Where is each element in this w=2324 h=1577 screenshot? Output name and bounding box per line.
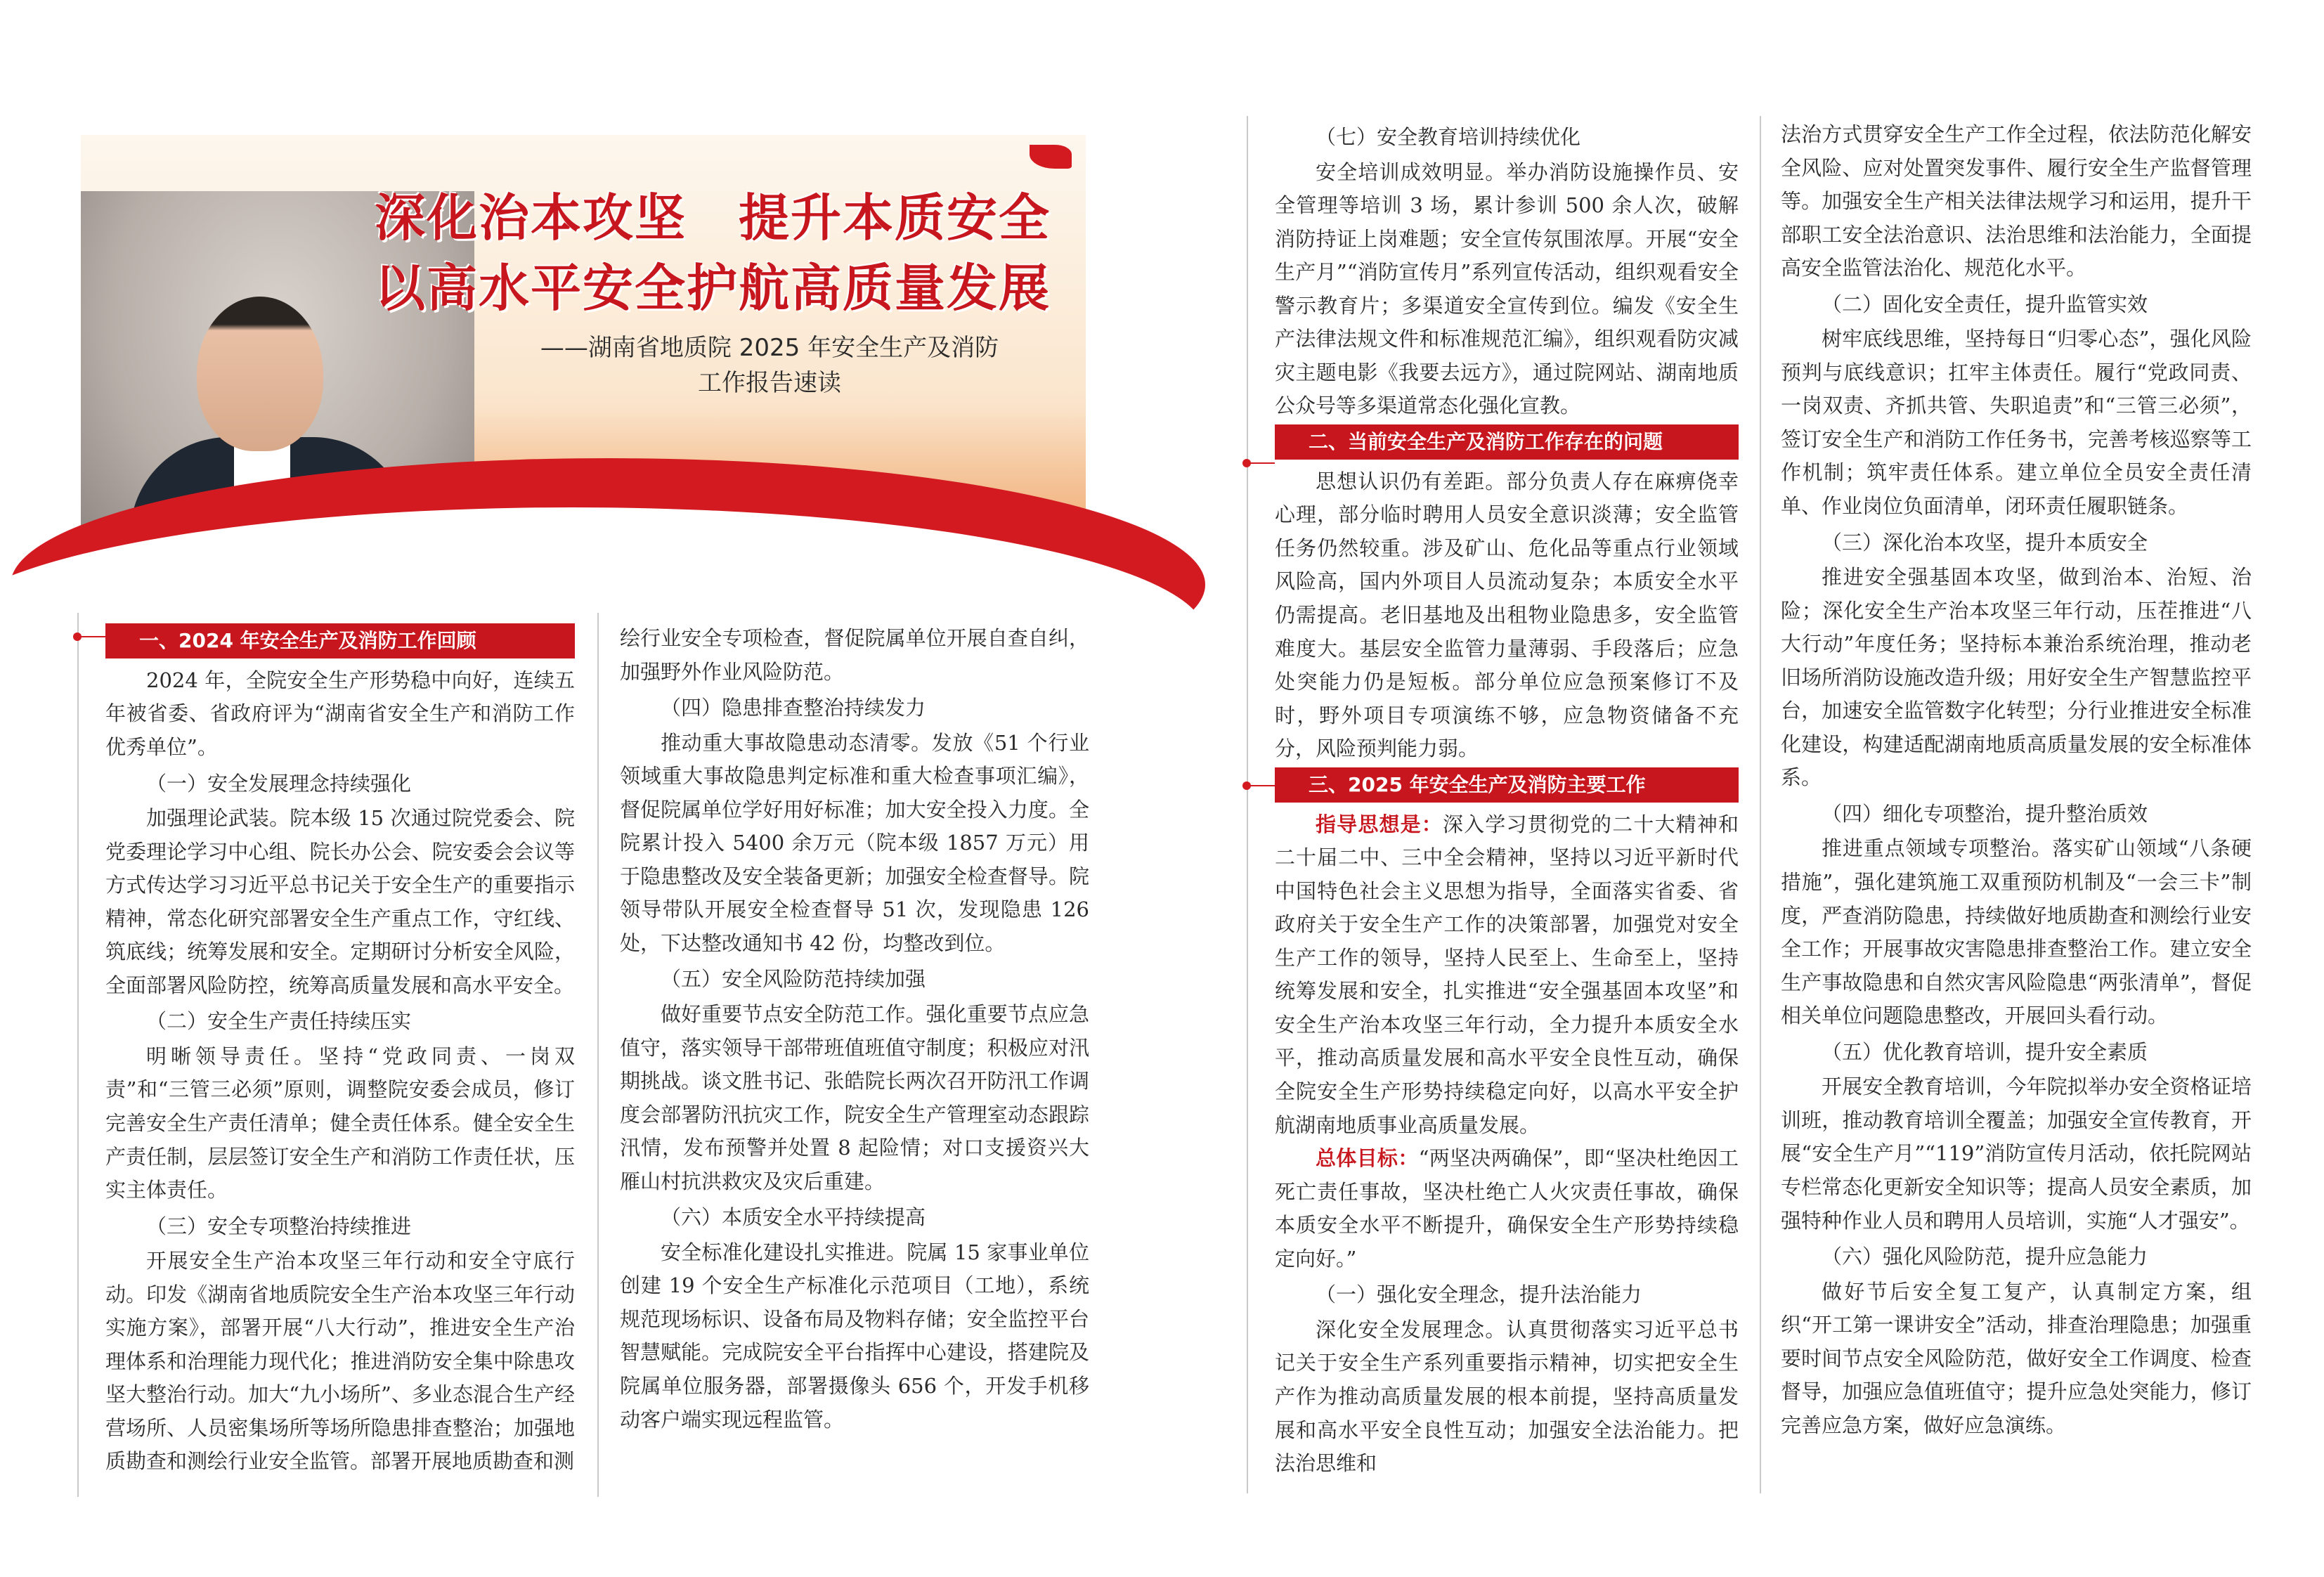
paragraph: 做好重要节点安全防范工作。强化重要节点应急值守，落实领导干部带班值班值守制度；积极应对汛期挑战。谈文胜书记、张皓院长两次召开防汛工作调度会部署防汛抗灾工作，院安全生产管理室动态跟踪汛情，发布预警并处置 8 起险情；对口支援资兴大雁山村抗洪救灾及灾后重建。 (620, 1002, 1089, 1193)
paragraph: 开展安全生产治本攻坚三年行动和安全守底行动。印发《湖南省地质院安全生产治本攻坚三年行动实施方案》，部署开展“八大行动”，推进安全生产治理体系和治理能力现代化；推进消防安全集中除患攻坚大整治行动。加大“九小场所”、多业态混合生产经营场所、人员密集场所等场所隐患排查整治；加强地质勘查和测绘行业安全监管。部署开展地质勘查和测 (105, 1249, 575, 1474)
subheading: （三）深化治本攻坚，提升本质安全 (1822, 530, 2148, 554)
paragraph: 推进安全强基固本攻坚，做到治本、治短、治险；深化安全生产治本攻坚三年行动，压茬推进“八大行动”年度任务；坚持标本兼治系统治理，推动老旧场所消防设施改造升级；用好安全生产智慧监控平台，加速安全监管数字化转型；分行业推进安全标准化建设，构建适配湖南地质高质量发展的安全标准体系。 (1781, 565, 2252, 790)
section-marker-dot (1242, 781, 1251, 790)
right-page (1162, 0, 2324, 1577)
section-marker-line (77, 636, 105, 637)
paragraph-text: “两坚决两确保”，即“坚决杜绝因工死亡责任事故，坚决杜绝亡人火灾责任事故，确保本质安全水平不断提升，确保安全生产形势持续稳定向好。” (1275, 1146, 1739, 1271)
subheading: （三）安全专项整治持续推进 (146, 1214, 412, 1238)
paragraph: 开展安全教育培训，今年院拟举办安全资格证培训班，推动教育培训全覆盖；加强安全宣传教育，开展“安全生产月”“119”消防宣传月活动，依托院网站专栏常态化更新安全知识等；提高人员安全素质，加强特种作业人员和聘用人员培训，实施“人才强安”。 (1781, 1075, 2252, 1233)
paragraph: 加强理论武装。院本级 15 次通过院党委会、院党委理论学习中心组、院长办公会、院安委会会议等方式传达学习习近平总书记关于安全生产的重要指示精神，常态化研究部署安全生产重点工作，守红线、筑底线；统筹发展和安全。定期研讨分析安全风险，全面部署风险防控，统筹高质量发展和高水平安全。 (105, 806, 575, 997)
banner-title-line1: 深化治本攻坚 提升本质安全 (374, 188, 1051, 247)
subheading: （六）强化风险防范，提升应急能力 (1822, 1245, 2148, 1269)
speaker-head (197, 297, 323, 451)
subheading: （一）安全发展理念持续强化 (146, 771, 412, 796)
lead-label: 指导思想是： (1316, 812, 1443, 836)
column-3 (1275, 118, 1739, 1481)
column-rule-middle (597, 613, 599, 1497)
subheading: （五）安全风险防范持续加强 (661, 967, 926, 992)
column-4 (1781, 118, 2252, 1442)
banner-subtitle-line1: ——湖南省地质院 2025 年安全生产及消防 (540, 334, 999, 362)
column-rule-right-outer (1247, 116, 1248, 1493)
paragraph: 安全标准化建设扎实推进。院属 15 家事业单位创建 19 个安全生产标准化示范项目（工地），系统规范现场标识、设备布局及物料存储；安全监控平台智慧赋能。完成院安全平台指挥中心建设，搭建院及院属单位服务器，部署摄像头 656 个，开发手机移动客户端实现远程监管。 (620, 1240, 1089, 1432)
column-1 (105, 622, 575, 1479)
header-banner (81, 135, 1086, 550)
banner-subtitle-line2: 工作报告速读 (698, 369, 841, 397)
paragraph: 法治方式贯穿安全生产工作全过程，依法防范化解安全风险、应对处置突发事件、履行安全生产监督管理等。加强安全生产相关法律法规学习和运用，提升干部职工安全法治意识、法治思维和法治能力，全面提高安全监管法治化、规范化水平。 (1781, 122, 2252, 280)
banner-title-line2: 以高水平安全护航高质量发展 (374, 259, 1051, 318)
subheading: （二）固化安全责任，提升监管实效 (1822, 292, 2148, 316)
subheading: （七）安全教育培训持续优化 (1316, 125, 1581, 149)
paragraph: 安全培训成效明显。举办消防设施操作员、安全管理等培训 3 场，累计参训 500 余人次，破解消防持证上岗难题；安全宣传氛围浓厚。开展“安全生产月”“消防宣传月”系列宣传活动，组织观看安全警示教育片；多渠道安全宣传到位。编发《安全生产法律法规文件和标准规范汇编》，组织观看防灾减灾主题电影《我要去远方》，通过院网站、湖南地质公众号等多渠道常态化强化宣教。 (1275, 160, 1739, 418)
section-heading-2: 二、当前安全生产及消防工作存在的问题 (1275, 424, 1739, 460)
paragraph (1275, 1142, 1739, 1276)
subheading: （六）本质安全水平持续提高 (661, 1205, 926, 1230)
lead-label: 总体目标： (1316, 1146, 1419, 1171)
paragraph: 明晰领导责任。坚持“党政同责、一岗双责”和“三管三必须”原则，调整院安委会成员，修订完善安全生产责任清单；健全责任体系。健全安全生产责任制，层层签订安全生产和消防工作责任状，压实主体责任。 (105, 1044, 575, 1202)
section-marker-line (1247, 462, 1275, 464)
paragraph: 树牢底线思维，坚持每日“归零心态”，强化风险预判与底线意识；扛牢主体责任。履行“党政同责、一岗双责、齐抓共管、失职追责”和“三管三必须”，签订安全生产和消防工作任务书，完善考核巡察等工作机制；筑牢责任体系。建立单位全员安全责任清单、作业岗位负面清单，闭环责任履职链条。 (1781, 327, 2252, 519)
section-marker-dot (1242, 459, 1251, 467)
subheading: （五）优化教育培训，提升安全素质 (1822, 1039, 2148, 1064)
subheading: （四）隐患排查整治持续发力 (661, 696, 926, 720)
red-flag-icon (1030, 145, 1072, 169)
subheading: （一）强化安全理念，提升法治能力 (1316, 1283, 1642, 1307)
section-heading-1: 一、2024 年安全生产及消防工作回顾 (105, 623, 575, 658)
section-heading-3: 三、2025 年安全生产及消防主要工作 (1275, 767, 1739, 803)
subheading: （二）安全生产责任持续压实 (146, 1009, 412, 1034)
column-2 (620, 622, 1089, 1436)
paragraph: 做好节后安全复工复产，认真制定方案，组织“开工第一课讲安全”活动，排查治理隐患；加强重要时间节点安全风险防范，做好安全工作调度、检查督导，加强应急值班值守；提升应急处突能力，修订完善应急方案，做好应急演练。 (1781, 1279, 2252, 1437)
column-rule-left (77, 613, 79, 1497)
paragraph-text: 深入学习贯彻党的二十大精神和二十届二中、三中全会精神，坚持以习近平新时代中国特色社会主义思想为指导，全面落实省委、省政府关于安全生产工作的决策部署，加强党对安全生产工作的领导，坚持人民至上、生命至上，坚持统筹发展和安全，扎实推进“安全强基固本攻坚”和安全生产治本攻坚三年行动，全力提升本质安全水平，推动高质量发展和高水平安全良性互动，确保全院安全生产形势持续稳定向好，以高水平安全护航湖南地质事业高质量发展。 (1275, 812, 1739, 1137)
paragraph: 推动重大事故隐患动态清零。发放《51 个行业领域重大事故隐患判定标准和重大检查事项汇编》，督促院属单位学好用好标准；加大安全投入力度。全院累计投入 5400 余万元（院本级 1857 万元）用于隐患整改及安全装备更新；加强安全检查督导。院领导带队开展安全检查督导 51 次，发现隐患 126 处，下达整改通知书 42 份，均整改到位。 (620, 730, 1089, 955)
paragraph: 2024 年，全院安全生产形势稳中向好，连续五年被省委、省政府评为“湖南省安全生产和消防工作优秀单位”。 (105, 668, 575, 759)
paragraph (1275, 808, 1739, 1142)
subheading: （四）细化专项整治，提升整治质效 (1822, 801, 2148, 826)
section-marker-line (1247, 785, 1275, 786)
paragraph: 深化安全发展理念。认真贯彻落实习近平总书记关于安全生产系列重要指示精神，切实把安全生产作为推动高质量发展的根本前提，坚持高质量发展和高水平安全良性互动；加强安全法治能力。把法治思维和 (1275, 1317, 1739, 1476)
paragraph: 推进重点领域专项整治。落实矿山领域“八条硬措施”，强化建筑施工双重预防机制及“一会三卡”制度，严查消防隐患，持续做好地质勘查和测绘行业安全工作；开展事故灾害隐患排查整治工作。建立安全生产事故隐患和自然灾害风险隐患“两张清单”，督促相关单位问题隐患整改，开展回头看行动。 (1781, 836, 2252, 1028)
paragraph: 思想认识仍有差距。部分负责人存在麻痹侥幸心理，部分临时聘用人员安全意识淡薄；安全监管任务仍然较重。涉及矿山、危化品等重点行业领域风险高，国内外项目人员流动复杂；本质安全水平仍需提高。老旧基地及出租物业隐患多，安全监管难度大。基层安全监管力量薄弱、手段落后；应急处突能力仍是短板。部分单位应急预案修订不及时，野外项目专项演练不够，应急物资储备不充分，风险预判能力弱。 (1275, 469, 1739, 761)
column-rule-right-middle (1760, 116, 1761, 1493)
section-marker-dot (73, 632, 82, 641)
paragraph: 绘行业安全专项检查，督促院属单位开展自查自纠，加强野外作业风险防范。 (620, 626, 1089, 684)
